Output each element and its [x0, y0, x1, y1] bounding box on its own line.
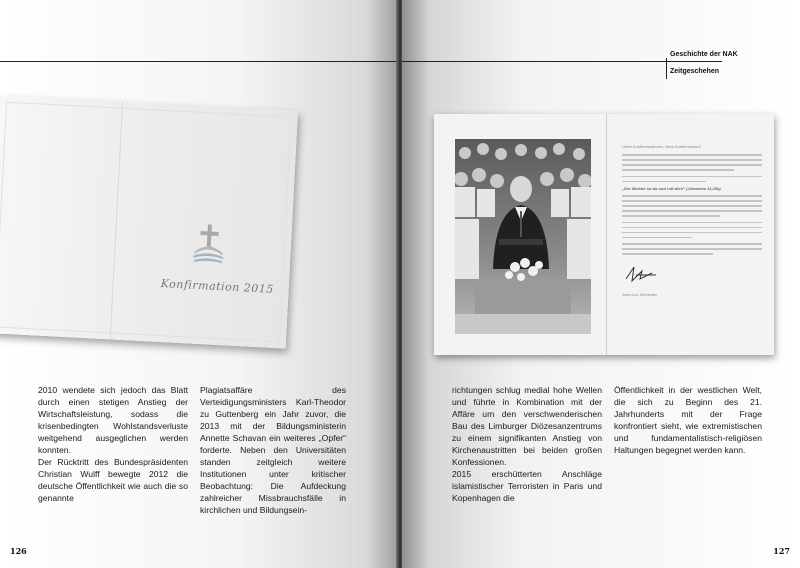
letter-line [622, 237, 692, 239]
left-page [0, 0, 398, 568]
header-tick [666, 58, 667, 79]
letter-line [622, 205, 762, 207]
text-column-1 [38, 384, 188, 504]
letter-line [622, 227, 762, 229]
signature-icon [622, 263, 762, 290]
header-rule-right [402, 61, 722, 62]
signature-name: Jean-Luc Schneider [622, 291, 658, 297]
letter-text [622, 144, 762, 297]
letter-line [622, 222, 762, 224]
text-column-3 [452, 384, 602, 504]
paragraph: 2015 erschütterten Anschläge islamistischer Terroristen in Paris und Kopenhagen die [452, 469, 602, 503]
page-number-left: 126 [10, 546, 27, 556]
header-rule-left [0, 61, 398, 62]
folder-title: Konfirmation 2015 [160, 277, 275, 296]
letter-line [622, 210, 762, 212]
church-emblem-icon [190, 222, 229, 273]
letter-line [622, 200, 762, 202]
page-number-right: 127 [773, 546, 790, 556]
letter-line [622, 159, 762, 161]
confirmation-card-image [434, 114, 774, 355]
letter-line [622, 181, 706, 183]
paragraph: Öffentlichkeit in der westlichen Welt, die sich zu Beginn des 21. Jahrhunderts mit der Frage konfrontiert sieht, wie extremistischen und fundamentalistisch-religiösen Haltungen begegnet werden kann. [614, 385, 762, 455]
letter-line [622, 243, 762, 245]
letter-verse: „Der Meister ist da und ruft dich“ (Johannes 11,28b). [622, 186, 722, 191]
paragraph: Der Rücktritt des Bundespräsidenten Christian Wulff bewegte 2012 die deutsche Öffentlichkeit wie auch die so genannte [38, 457, 188, 503]
letter-line [622, 154, 762, 156]
letter-line [622, 164, 762, 166]
letter-line [622, 248, 762, 250]
paragraph: 2010 wendete sich jedoch das Blatt durch einen stetigen Anstieg der Wirtschaftsleistung, sodass die krisenbedingten Wohlstandsverluste weitgehend ausgeglichen werden konnten. [38, 385, 188, 455]
confirmation-folder-image [0, 95, 298, 348]
right-page [402, 0, 800, 568]
text-column-4 [614, 384, 762, 456]
folder-border [0, 102, 292, 343]
paragraph: richtungen schlug medial hohe Wellen und führte in Kombination mit der Affäre um den verschwenderischen Bau des Limburger Diözesanzentrums zu einem signifikanten Anstieg von Kirchenaustritten bei beiden großen Konfessionen. [452, 385, 602, 467]
apostle-photo [455, 139, 591, 334]
text-column-2 [200, 384, 346, 516]
paragraph: Plagiatsaffäre des Verteidigungsministers Karl-Theodor zu Guttenberg ein Jahr zuvor, die 2013 mit der Bildungsministerin Annette Schavan ein weiteres „Opfer“ forderte. Neben den Universitäten standen zeitgleich weitere Institutionen unter kritischer Beobachtung: Die Aufdeckung zahlreicher Missbrauchsfälle in kirchlichen und Bildungsein- [200, 385, 346, 515]
letter-line [622, 253, 713, 255]
card-crease [606, 114, 607, 355]
running-head-subtitle: Zeitgeschehen [670, 68, 720, 75]
letter-line [622, 169, 734, 171]
letter-salutation: Liebe Konfirmandinnen, liebe Konfirmanden! [622, 144, 701, 149]
letter-line [622, 195, 762, 197]
running-head-title: Geschichte der NAK [670, 51, 738, 58]
letter-line [622, 176, 762, 178]
letter-line [622, 215, 720, 217]
letter-line [622, 232, 762, 234]
